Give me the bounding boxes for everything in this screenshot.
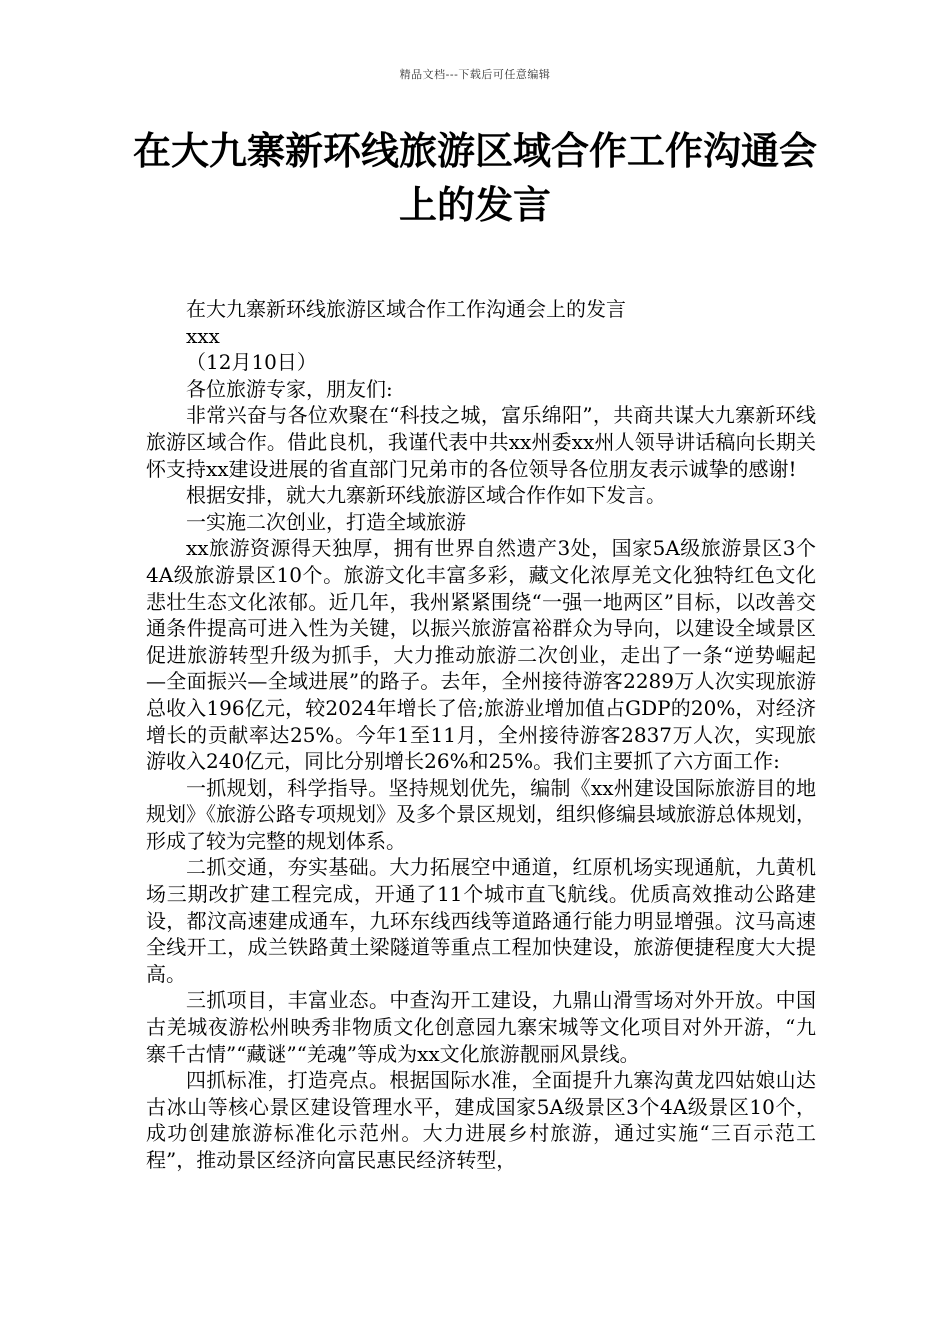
header-note: 精品文档---下载后可任意编辑 [399,68,551,81]
paragraph: 四抓标准，打造亮点。根据国际水准，全面提升九寨沟黄龙四姑娘山达古冰山等核心景区建设管理水平，建成国家5A级景区3个4A级景区10个，成功创建旅游标准化示范州。大力进展乡村旅游，通过实施“三百示范工程”，推动景区经济向富民惠民经济转型， [146,1068,816,1172]
paragraph: 非常兴奋与各位欢聚在“科技之城，富乐绵阳”，共商共谋大九寨新环线旅游区域合作。借此良机，我谨代表中共xx州委xx州人领导讲话稿向长期关怀支持xx建设进展的省直部门兄弟市的各位领导各位朋友表示诚挚的感谢! [146,403,816,481]
document-title: 在大九寨新环线旅游区域合作工作沟通会上的发言 [132,129,817,227]
paragraph: 二抓交通，夯实基础。大力拓展空中通道，红原机场实现通航，九黄机场三期改扩建工程完成，开通了11个城市直飞航线。优质高效推动公路建设，都汶高速建成通车，九环东线西线等道路通行能力明显增强。汶马高速全线开工，成兰铁路黄土梁隧道等重点工程加快建设，旅游便捷程度大大提高。 [146,855,816,986]
paragraph: xx旅游资源得天独厚，拥有世界自然遗产3处，国家5A级旅游景区3个4A级旅游景区10个。旅游文化丰富多彩，藏文化浓厚羌文化独特红色文化悲壮生态文化浓郁。近几年，我州紧紧围绕“一强一地两区”目标，以改善交通条件提高可进入性为关键，以振兴旅游富裕群众为导向，以建设全域景区促进旅游转型升级为抓手，大力推动旅游二次创业，走出了一条“逆势崛起—全面振兴—全域进展”的路子。去年，全州接待游客2289万人次实现旅游总收入196亿元，较2024年增长了倍;旅游业增加值占GDP的20%，对经济增长的贡献率达25%。今年1至11月，全州接待游客2837万人次，实现旅游收入240亿元，同比分别增长26%和25%。我们主要抓了六方面工作: [146,536,816,774]
paragraph-subtitle: 在大九寨新环线旅游区域合作工作沟通会上的发言 [186,297,626,321]
section-heading: 一实施二次创业，打造全域旅游 [186,509,466,534]
paragraph-salutation: 各位旅游专家，朋友们: [186,376,393,401]
paragraph-date: （12月10日） [186,350,317,375]
paragraph-author: xxx [186,323,220,348]
paragraph: 三抓项目，丰富业态。中查沟开工建设，九鼎山滑雪场对外开放。中国古羌城夜游松州映秀非物质文化创意园九寨宋城等文化项目对外开游，“九寨千古情”“藏谜”“羌魂”等成为xx文化旅游靓丽风景线。 [146,988,816,1066]
document-body [146,296,816,1174]
paragraph: 根据安排，就大九寨新环线旅游区域合作作如下发言。 [186,483,666,508]
paragraph: 一抓规划，科学指导。坚持规划优先，编制《xx州建设国际旅游目的地规划》《旅游公路专项规划》及多个景区规划，组织修编县域旅游总体规划，形成了较为完整的规划体系。 [146,775,816,853]
